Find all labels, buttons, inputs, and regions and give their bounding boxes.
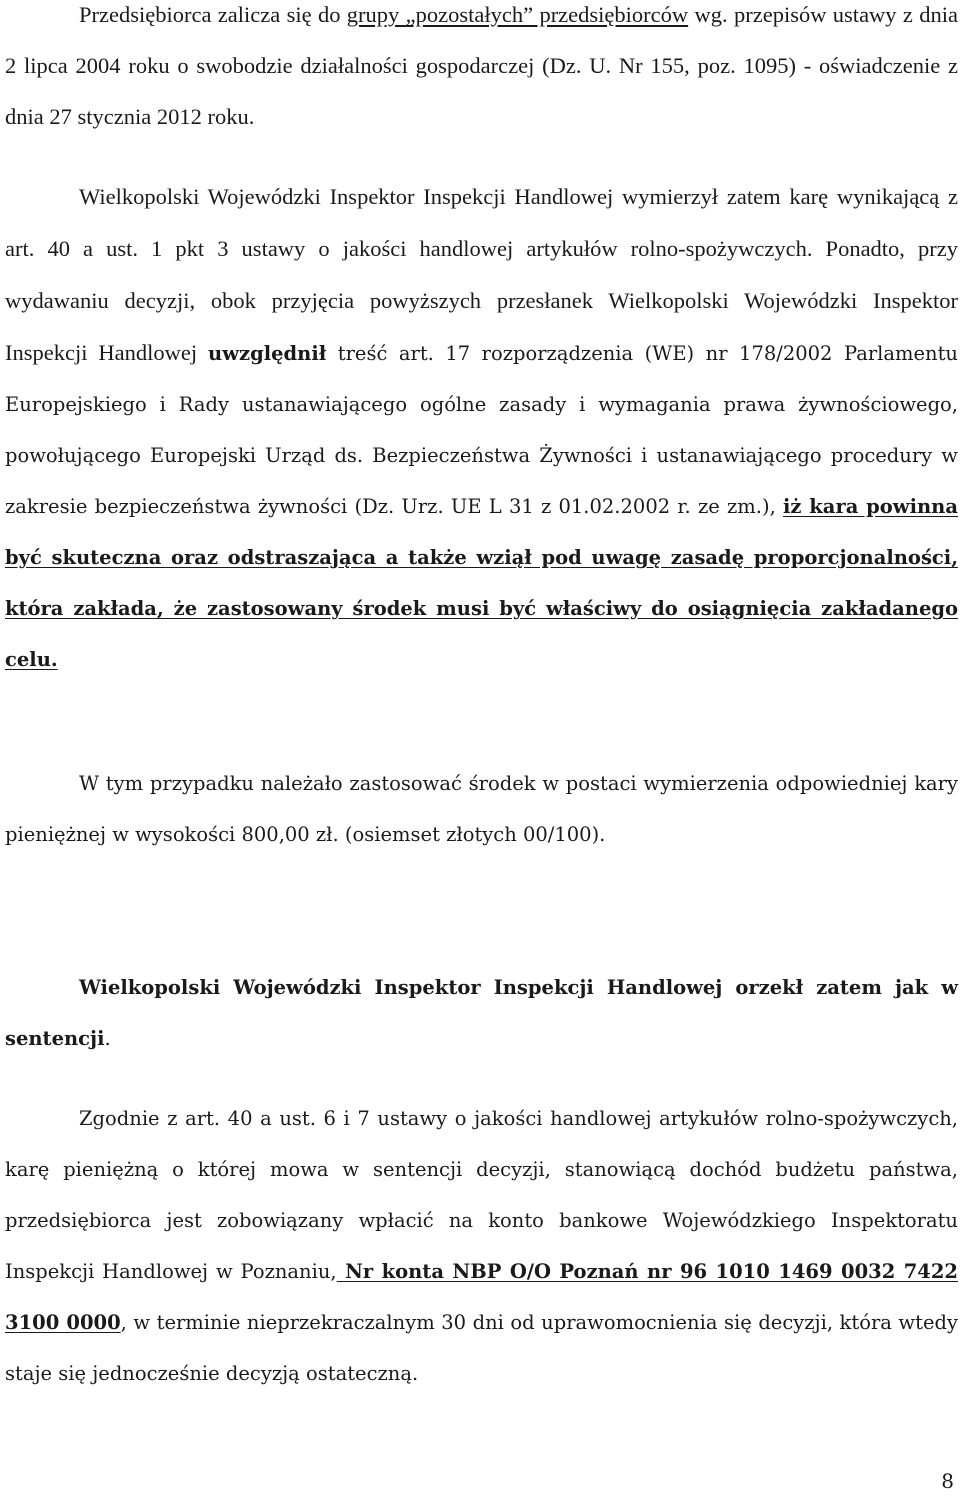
paragraph-penalty-basis (5, 171, 958, 685)
p1-text-a: Przedsiębiorca zalicza się do (79, 2, 347, 27)
p2-bold-considered: uwzględnił (208, 342, 327, 365)
p4-tail: . (104, 1027, 111, 1050)
p4-bold-verdict: Wielkopolski Wojewódzki Inspektor Inspekcji Handlowej orzekł zatem jak w sentencji (5, 976, 958, 1050)
paragraph-entrepreneur-group (5, 0, 958, 142)
p2-emphasis-proportionality: iż kara powinna być skuteczna oraz odstraszająca a także wziął pod uwagę zasadę proporcjonalności, która zakłada, że zastosowany środek musi być właściwy do osiągnięcia zakładanego celu. (5, 495, 958, 671)
p1-underlined-group: grupy „pozostałych” przedsiębiorców (346, 2, 689, 27)
p5-bank-account: Nr konta NBP O/O Poznań nr 96 1010 1469 0032 7422 3100 0000 (5, 1260, 959, 1334)
p5-text-b: , w terminie nieprzekraczalnym 30 dni od uprawomocnienia się decyzji, która wtedy staje się jednocześnie decyzją ostateczną. (5, 1311, 958, 1385)
p2-text-b: treść art. 17 rozporządzenia (WE) nr 178/2002 Parlamentu Europejskiego i Rady ustanawiającego ogólne zasady i wymagania prawa żywnościowego, powołującego Europejski Urząd ds. Bezpieczeństwa Żywności i ustanawiającego procedury w zakresie bezpieczeństwa żywności (Dz. Urz. UE L 31 z 01.02.2002 r. ze zm.), (5, 342, 958, 518)
paragraph-verdict (5, 962, 958, 1064)
paragraph-payment-instructions (5, 1093, 958, 1399)
paragraph-penalty-amount (5, 758, 958, 860)
p1-text-b: wg. przepisów ustawy z dnia 2 lipca 2004 roku o swobodzie działalności gospodarczej (Dz. U. Nr 155, poz. 1095) - oświadczenie z dnia 27 stycznia 2012 roku. (5, 2, 958, 129)
page-number: 8 (941, 1469, 954, 1493)
p5-text-a: Zgodnie z art. 40 a ust. 6 i 7 ustawy o jakości handlowej artykułów rolno-spożywczych, karę pieniężną o której mowa w sentencji decyzji, stanowiącą dochód budżetu państwa, przedsiębiorca jest zobowiązany wpłacić na konto bankowe Wojewódzkiego Inspektoratu Inspekcji Handlowej w Poznaniu, (5, 1107, 958, 1283)
p2-text-a: Wielkopolski Wojewódzki Inspektor Inspekcji Handlowej wymierzył zatem karę wynikającą z art. 40 a ust. 1 pkt 3 ustawy o jakości handlowej artykułów rolno-spożywczych. Ponadto, przy wydawaniu decyzji, obok przyjęcia powyższych przesłanek Wielkopolski Wojewódzki Inspektor Inspekcji Handlowej (5, 184, 958, 365)
p3-text: W tym przypadku należało zastosować środek w postaci wymierzenia odpowiedniej kary pieniężnej w wysokości 800,00 zł. (osiemset złotych 00/100). (5, 772, 958, 846)
